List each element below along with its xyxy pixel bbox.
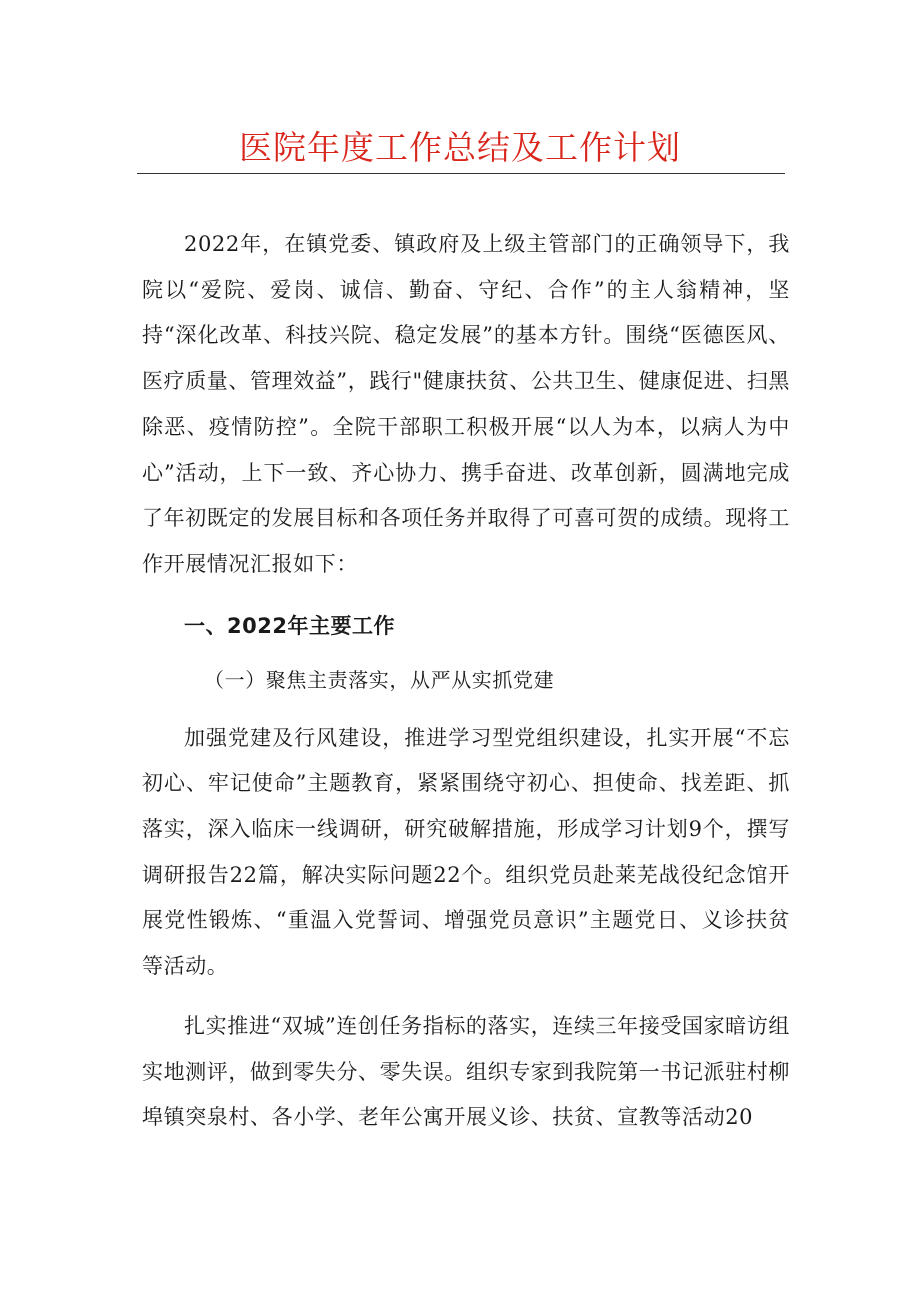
intro-paragraph: 2022年，在镇党委、镇政府及上级主管部门的正确领导下，我院以“爱院、爱岗、诚信、勤奋、守纪、合作”的主人翁精神，坚持“深化改革、科技兴院、稳定发展”的基本方针。围绕“医德医风、医疗质量、管理效益”，践行"健康扶贫、公共卫生、健康促进、扫黑除恶、疫情防控”。全院干部职工积极开展“以人为本，以病人为中心”活动，上下一致、齐心协力、携手奋进、改革创新，圆满地完成了年初既定的发展目标和各项任务并取得了可喜可贺的成绩。现将工作开展情况汇报如下：	[142, 232, 790, 576]
spacer	[142, 990, 790, 1004]
document-title: 医院年度工作总结及工作计划	[239, 128, 681, 167]
spacer	[142, 706, 790, 716]
dual-city-paragraph: 扎实推进“双城”连创任务指标的落实，连续三年接受国家暗访组实地测评，做到零失分、零失误。组织专家到我院第一书记派驻村柳埠镇突泉村、各小学、老年公寓开展义诊、扶贫、宣教等活动20	[142, 1013, 790, 1130]
section-heading: 一、2022年主要工作	[184, 613, 395, 638]
spacer	[142, 588, 790, 598]
document-body	[142, 222, 790, 1141]
subsection-heading: （一）聚焦主责落实，从严从实抓党建	[204, 667, 555, 692]
title-divider	[137, 173, 785, 174]
party-building-paragraph: 加强党建及行风建设，推进学习型党组织建设，扎实开展“不忘初心、牢记使命”主题教育，紧紧围绕守初心、担使命、找差距、抓落实，深入临床一线调研，研究破解措施，形成学习计划9个，撰写调研报告22篇，解决实际问题22个。组织党员赴莱芜战役纪念馆开展党性锻炼、“重温入党誓词、增强党员意识”主题党日、义诊扶贫等活动。	[142, 725, 790, 979]
